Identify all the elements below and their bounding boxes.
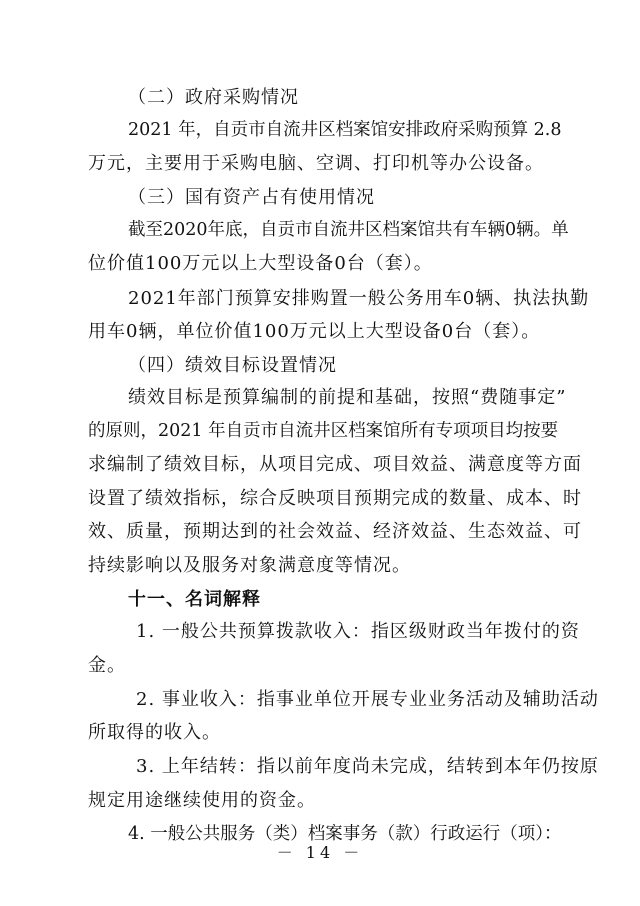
- performance-paragraph-line: 的原则，2021 年自贡市自流井区档案馆所有专项项目均按要: [88, 421, 559, 441]
- assets-paragraph-line: 截至2020年底，自贡市自流井区档案馆共有车辆0辆。单: [128, 220, 569, 240]
- glossary-item-line: 2. 事业收入：指事业单位开展专业业务活动及辅助活动: [136, 689, 599, 710]
- glossary-item-line: 4. 一般公共服务（类）档案事务（款）行政运行（项）：: [128, 824, 562, 844]
- procurement-paragraph-line: 万元，主要用于采购电脑、空调、打印机等办公设备。: [88, 153, 544, 174]
- performance-paragraph-line: 求编制了绩效目标，从项目完成、项目效益、满意度等方面: [88, 454, 582, 475]
- assets-paragraph-line: 用车0辆，单位价值100万元以上大型设备0台（套）。: [88, 321, 541, 342]
- performance-paragraph-line: 效、质量，预期达到的社会效益、经济效益、生态效益、可: [88, 521, 582, 542]
- assets-paragraph-line: 位价值100万元以上大型设备0台（套）。: [88, 253, 433, 274]
- procurement-paragraph-line: 2021 年，自贡市自流井区档案馆安排政府采购预算 2.8: [128, 120, 562, 140]
- performance-paragraph-line: 绩效目标是预算编制的前提和基础，按照“费随事定”: [128, 387, 567, 408]
- procurement-heading: （二）政府采购情况: [128, 87, 299, 108]
- glossary-item-line: 3. 上年结转：指以前年度尚未完成，结转到本年仍按原: [136, 756, 599, 777]
- page-number: － 14 －: [276, 843, 364, 862]
- performance-paragraph-line: 持续影响以及服务对象满意度等情况。: [88, 555, 411, 576]
- glossary-item-line: 规定用途继续使用的资金。: [88, 790, 316, 811]
- assets-paragraph-line: 2021年部门预算安排购置一般公务用车0辆、执法执勤: [128, 288, 590, 309]
- performance-paragraph-line: 设置了绩效指标，综合反映项目预期完成的数量、成本、时: [88, 488, 582, 509]
- performance-heading: （四）绩效目标设置情况: [128, 355, 337, 376]
- assets-heading: （三）国有资产占有使用情况: [128, 187, 375, 208]
- glossary-heading: 十一、名词解释: [128, 589, 261, 610]
- glossary-item-line: 1. 一般公共预算拨款收入：指区级财政当年拨付的资: [136, 621, 580, 642]
- glossary-item-line: 金。: [88, 655, 126, 676]
- glossary-item-line: 所取得的收入。: [88, 722, 221, 743]
